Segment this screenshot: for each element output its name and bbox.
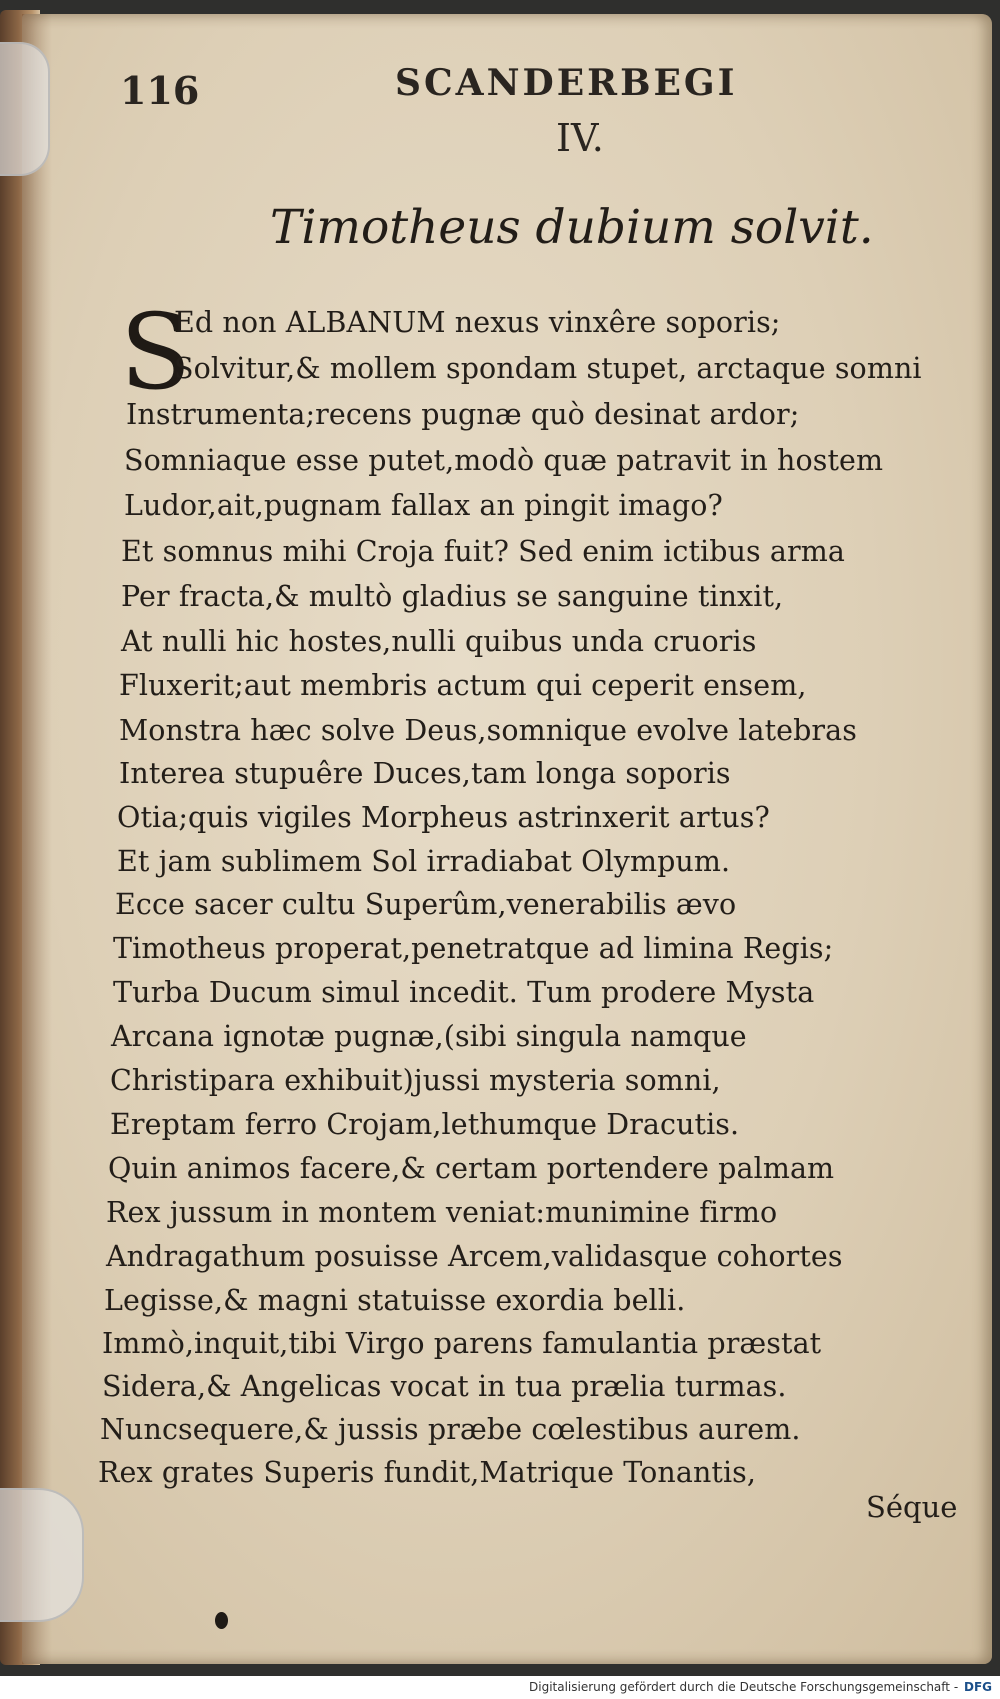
verse-line: Fluxerit;aut membris actum qui ceperit ensem, [119, 669, 807, 702]
verse-line: Ludor,ait,pugnam fallax an pingit imago? [124, 489, 723, 522]
verse-line: Legisse,& magni statuisse exordia belli. [104, 1284, 686, 1317]
verse-line: Immò,inquit,tibi Virgo parens famulantia præstat [102, 1327, 822, 1360]
verse-line: Rex grates Superis fundit,Matrique Tonantis, [98, 1456, 757, 1489]
verse-line: Monstra hæc solve Deus,somnique evolve latebras [119, 714, 857, 747]
spine-shadow [22, 14, 52, 1664]
verse-line: Ereptam ferro Crojam,lethumque Dracutis. [110, 1108, 740, 1141]
verse-line: Christipara exhibuit)jussi mysteria somni, [110, 1064, 721, 1097]
verse-line: Timotheus properat,penetratque ad limina Regis; [113, 932, 834, 965]
page-clip-bottom [0, 1488, 84, 1622]
verse-line: Ed non ALBANUM nexus vinxêre soporis; [174, 306, 781, 339]
verse-line: Nuncsequere,& jussis præbe cœlestibus aurem. [100, 1413, 801, 1446]
verse-line: Et somnus mihi Croja fuit? Sed enim ictibus arma [121, 535, 845, 568]
drop-cap: S [120, 291, 192, 413]
verse-line: Quin animos facere,& certam portendere palmam [108, 1152, 835, 1185]
verse-line: Andragathum posuisse Arcem,validasque cohortes [106, 1240, 843, 1273]
verse-line: Turba Ducum simul incedit. Tum prodere Mysta [113, 976, 815, 1009]
verse-line: Arcana ignotæ pugnæ,(sibi singula namque [111, 1020, 747, 1053]
verse-line: Otia;quis vigiles Morpheus astrinxerit artus? [117, 801, 770, 834]
verse-line: Interea stupuêre Duces,tam longa soporis [119, 757, 731, 790]
verse-line: At nulli hic hostes,nulli quibus unda cruoris [121, 625, 757, 658]
page-number: 116 [120, 68, 200, 113]
running-title: SCANDERBEGI [395, 62, 738, 104]
ink-blot [215, 1612, 228, 1629]
verse-line: Per fracta,& multò gladius se sanguine tinxit, [121, 580, 784, 613]
verse-line: Sidera,& Angelicas vocat in tua prælia turmas. [102, 1370, 787, 1403]
verse-line: Et jam sublimem Sol irradiabat Olympum. [117, 845, 731, 878]
verse-line: Somniaque esse putet,modò quæ patravit in hostem [124, 444, 884, 477]
funding-text: Digitalisierung gefördert durch die Deutsche Forschungsgemeinschaft - [529, 1680, 959, 1694]
section-number: IV. [556, 116, 604, 160]
page-clip-top [0, 42, 50, 176]
verse-line: Instrumenta;recens pugnæ quò desinat ardor; [126, 398, 800, 431]
funding-notice [529, 1680, 992, 1694]
dfg-logo: DFG [963, 1680, 992, 1694]
verse-line: Solvitur,& mollem spondam stupet, arctaque somni [174, 352, 922, 385]
poem-title: Timotheus dubium solvit. [270, 200, 874, 255]
verse-line: Ecce sacer cultu Superûm,venerabilis ævo [115, 888, 737, 921]
verse-line: Rex jussum in montem veniat:munimine firmo [106, 1196, 778, 1229]
catchword: Séque [866, 1490, 958, 1524]
